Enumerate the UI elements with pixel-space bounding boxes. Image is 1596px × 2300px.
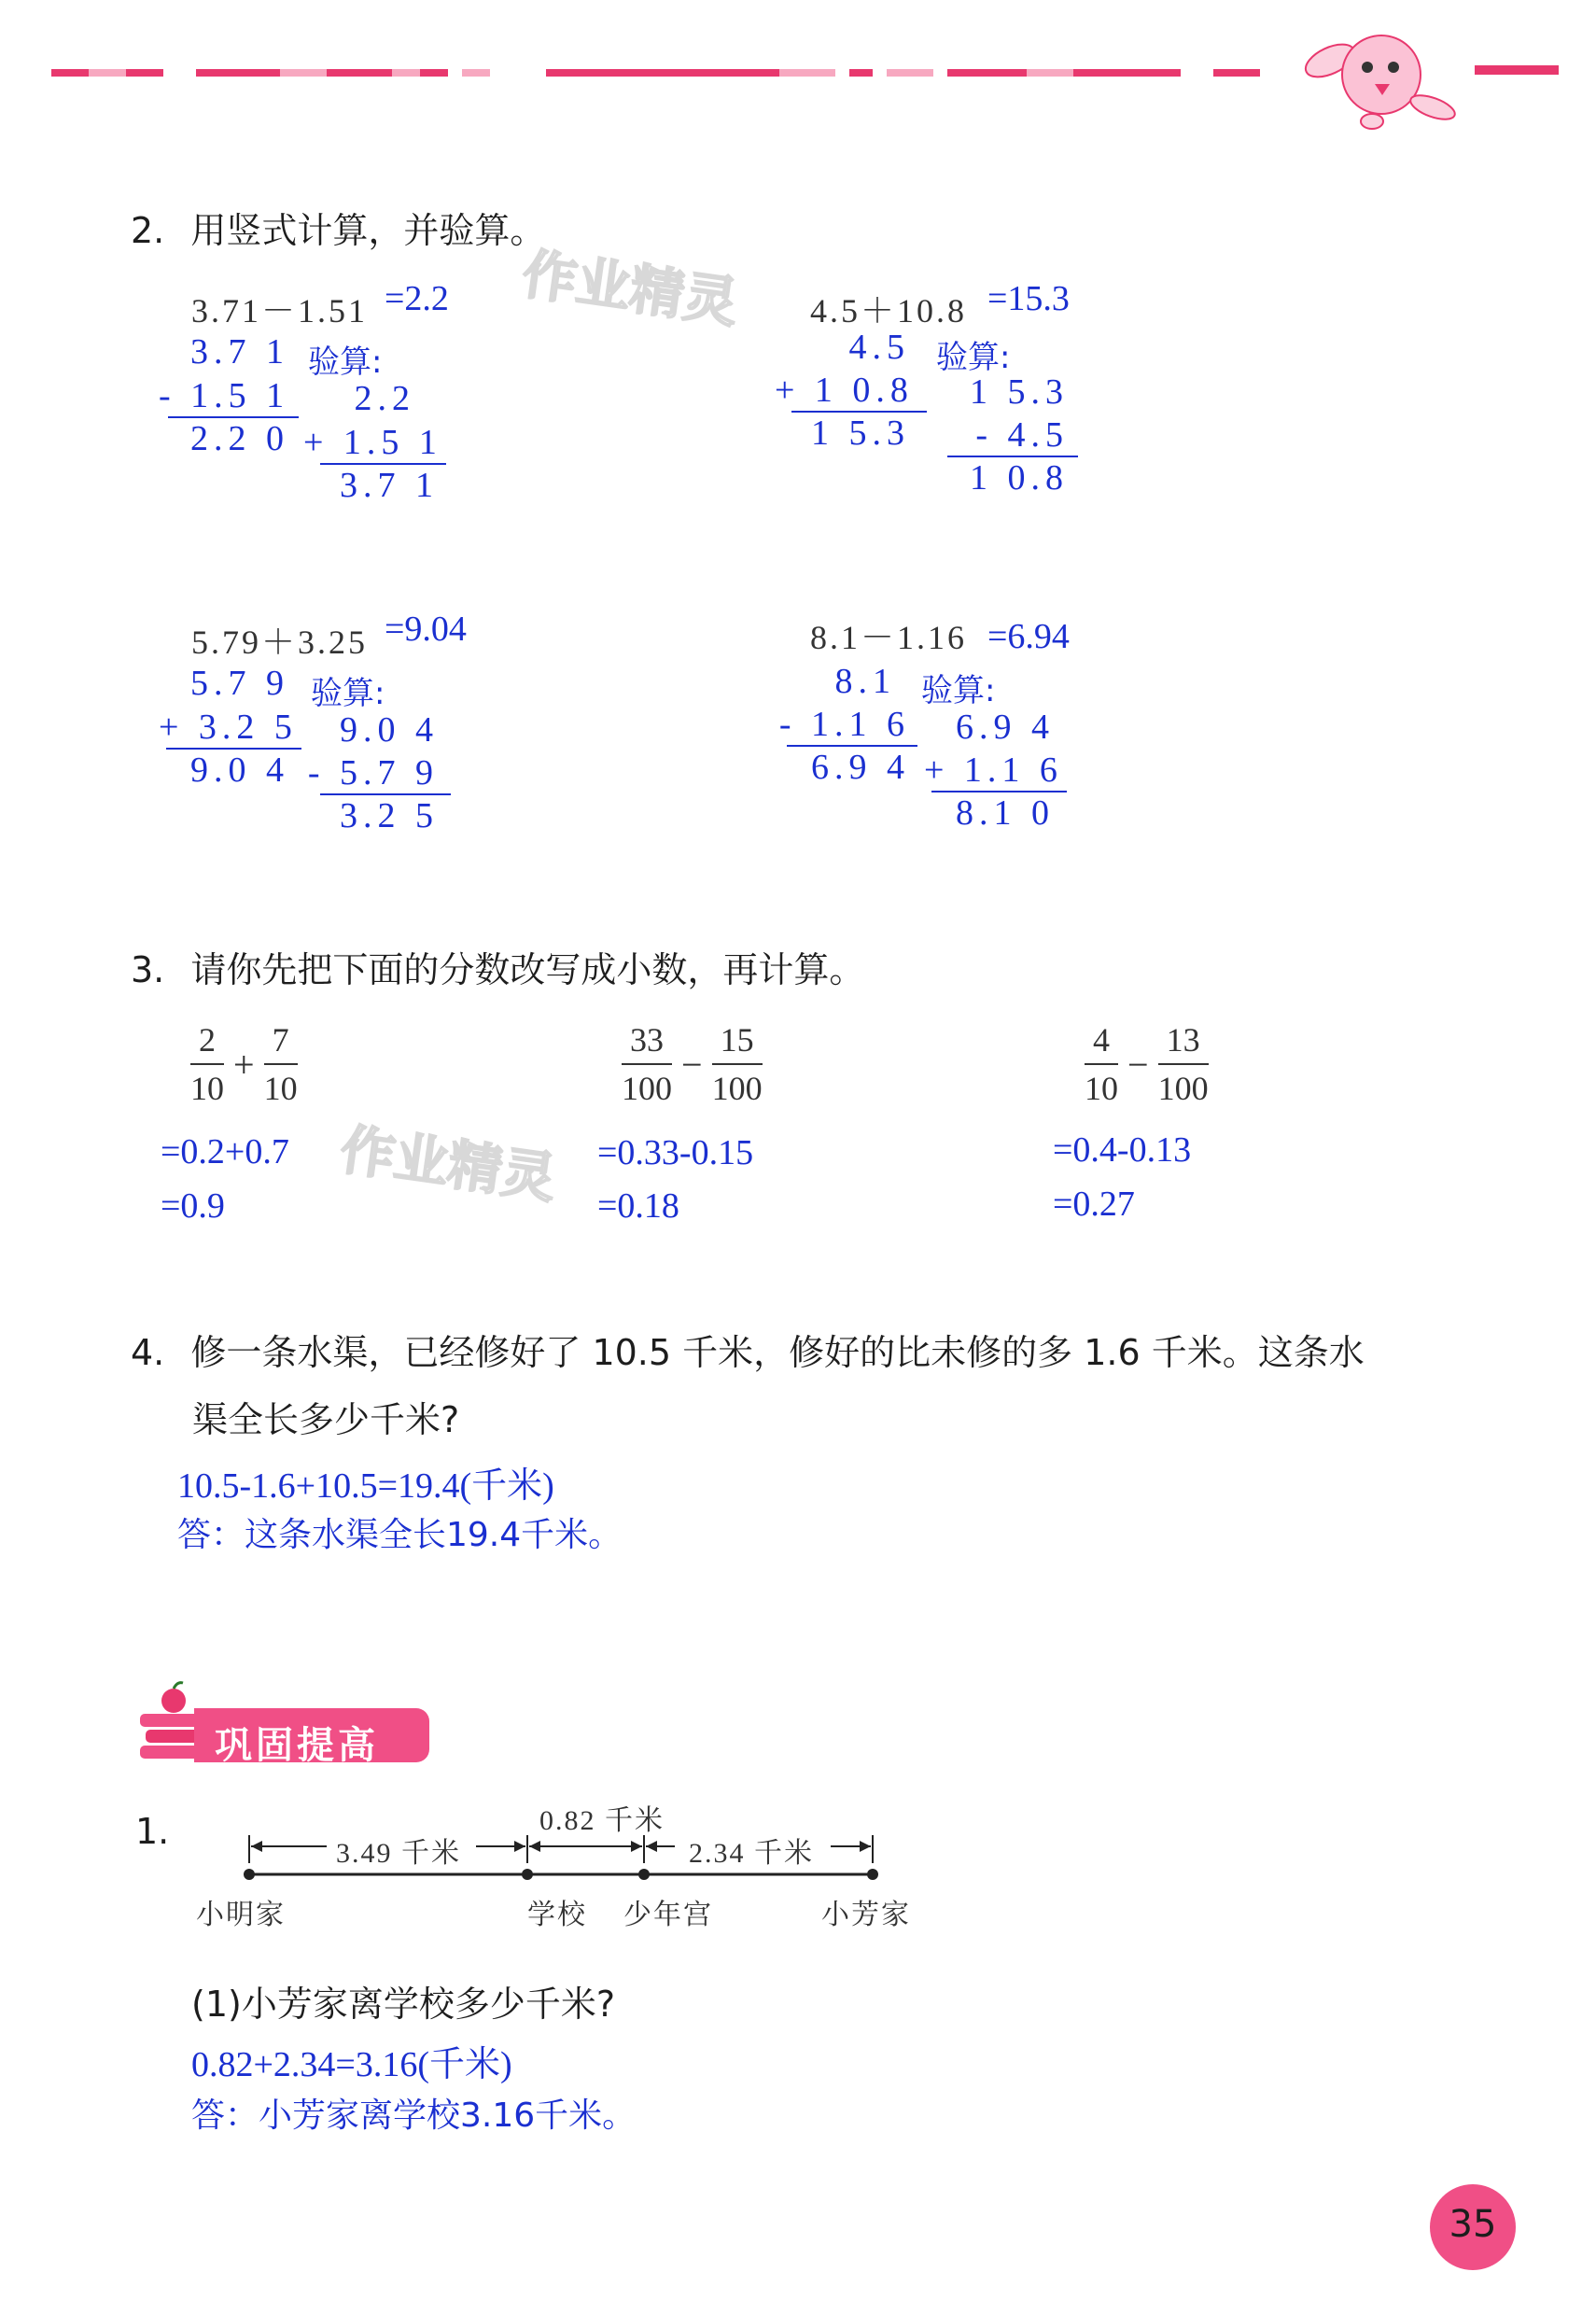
check-line: - 4.5 bbox=[975, 415, 1069, 455]
check-line: - 5.7 9 bbox=[307, 753, 439, 792]
q3-step: =0.4-0.13 bbox=[1053, 1130, 1192, 1170]
q3-number: 3. bbox=[131, 949, 165, 990]
check-line: 3.7 1 bbox=[340, 466, 439, 505]
check-label: 验算: bbox=[308, 344, 383, 381]
q2-expr-1: 3.71－1.51 bbox=[191, 292, 369, 330]
calc-line: + 3.2 5 bbox=[159, 708, 298, 747]
denominator: 10 bbox=[1085, 1070, 1118, 1107]
calc-line: 2.2 0 bbox=[190, 419, 289, 458]
calc-line: 9.0 4 bbox=[190, 750, 289, 790]
q4-heading bbox=[131, 1324, 1365, 1375]
calc-line: - 1.5 1 bbox=[159, 376, 290, 415]
denominator: 100 bbox=[711, 1070, 763, 1107]
calc-line: - 1.1 6 bbox=[778, 705, 910, 744]
check-line: 2.2 bbox=[354, 379, 415, 418]
q2-expr-3: 5.79＋3.25 bbox=[191, 624, 369, 661]
q3-heading bbox=[131, 941, 864, 992]
place-label: 小芳家 bbox=[821, 1899, 911, 1931]
operator: − bbox=[681, 1043, 703, 1086]
s1-number: 1. bbox=[135, 1811, 170, 1852]
check-label: 验算: bbox=[936, 339, 1011, 376]
numerator: 33 bbox=[630, 1021, 664, 1059]
check-label: 验算: bbox=[921, 672, 996, 709]
q4-line2: 渠全长多少千米? bbox=[192, 1399, 460, 1440]
s1-sub1-answer: 答：小芳家离学校3.16千米。 bbox=[191, 2097, 637, 2135]
check-line: 9.0 4 bbox=[340, 710, 439, 750]
q2-title: 用竖式计算，并验算。 bbox=[190, 210, 546, 251]
q2-result-1: =2.2 bbox=[385, 279, 449, 318]
denominator: 10 bbox=[190, 1070, 224, 1107]
calc-line: 3.7 1 bbox=[190, 332, 289, 372]
q2-heading bbox=[131, 202, 545, 253]
denominator: 10 bbox=[263, 1070, 298, 1107]
page-number: 35 bbox=[1449, 2203, 1497, 2246]
check-line: 1 0.8 bbox=[970, 458, 1069, 498]
q2-expr-4: 8.1－1.16 bbox=[810, 619, 968, 656]
numerator: 13 bbox=[1166, 1021, 1200, 1059]
q4-line1: 修一条水渠，已经修好了 10.5 千米，修好的比未修的多 1.6 千米。这条水 bbox=[190, 1332, 1365, 1373]
check-line: + 1.5 1 bbox=[303, 423, 442, 462]
fraction-expression bbox=[618, 1020, 766, 1108]
place-label: 学校 bbox=[527, 1899, 587, 1931]
q3-title: 请你先把下面的分数改写成小数，再计算。 bbox=[190, 949, 865, 990]
check-line: 1 5.3 bbox=[970, 372, 1069, 412]
denominator: 100 bbox=[1157, 1070, 1209, 1107]
page-number-badge bbox=[1430, 2184, 1516, 2270]
q2-result-3: =9.04 bbox=[385, 610, 467, 649]
q4-number: 4. bbox=[131, 1332, 165, 1373]
segment-label-2: 0.82 千米 bbox=[539, 1805, 665, 1836]
point-youth-palace bbox=[638, 1869, 650, 1880]
watermark: 作业精灵 bbox=[518, 242, 742, 335]
check-line: 8.1 0 bbox=[956, 793, 1055, 833]
q4-formula: 10.5-1.6+10.5=19.4(千米) bbox=[177, 1466, 554, 1506]
numerator: 7 bbox=[272, 1021, 289, 1059]
calc-line: 6.9 4 bbox=[811, 748, 910, 787]
denominator: 100 bbox=[622, 1070, 672, 1107]
point-school bbox=[522, 1869, 533, 1880]
s1-sub1-question: (1)小芳家离学校多少千米? bbox=[191, 1984, 615, 2025]
operator: + bbox=[233, 1043, 255, 1086]
check-line: 3.2 5 bbox=[340, 796, 439, 835]
bird-icon bbox=[1302, 19, 1461, 140]
check-line: 6.9 4 bbox=[956, 708, 1055, 747]
q2-result-2: =15.3 bbox=[987, 279, 1070, 318]
q3-step: =0.2+0.7 bbox=[161, 1132, 289, 1171]
s1-sub1-formula: 0.82+2.34=3.16(千米) bbox=[191, 2045, 512, 2084]
operator: − bbox=[1127, 1043, 1149, 1086]
section-title: 巩固提高 bbox=[215, 1724, 379, 1767]
section-tag bbox=[138, 1680, 429, 1770]
q2-number: 2. bbox=[131, 210, 165, 251]
q3-step: =0.27 bbox=[1053, 1185, 1135, 1224]
q4-answer: 答：这条水渠全长19.4千米。 bbox=[177, 1516, 623, 1554]
q3-step: =0.18 bbox=[597, 1186, 679, 1226]
calc-line: 5.7 9 bbox=[190, 664, 289, 703]
check-label: 验算: bbox=[311, 675, 385, 712]
check-line: + 1.1 6 bbox=[924, 750, 1063, 790]
segment-label-3: 2.34 千米 bbox=[689, 1838, 814, 1869]
calc-line: 1 5.3 bbox=[811, 414, 910, 453]
q3-step: =0.33-0.15 bbox=[597, 1133, 754, 1172]
point-xiaofang bbox=[867, 1869, 878, 1880]
numerator: 15 bbox=[720, 1021, 754, 1059]
numerator: 4 bbox=[1093, 1021, 1110, 1059]
q2-result-4: =6.94 bbox=[987, 617, 1070, 656]
point-xiaoming bbox=[244, 1869, 255, 1880]
place-label: 少年宫 bbox=[623, 1899, 713, 1931]
place-label: 小明家 bbox=[196, 1899, 286, 1931]
watermark: 作业精灵 bbox=[336, 1117, 560, 1211]
calc-line: + 1 0.8 bbox=[775, 371, 914, 410]
calc-line: 8.1 bbox=[834, 662, 896, 701]
segment-label-1: 3.49 千米 bbox=[336, 1838, 461, 1869]
calc-line: 4.5 bbox=[848, 328, 910, 367]
q3-step: =0.9 bbox=[161, 1186, 225, 1226]
q2-expr-2: 4.5＋10.8 bbox=[810, 292, 968, 330]
numerator: 2 bbox=[199, 1021, 216, 1059]
fraction-expression bbox=[1081, 1020, 1212, 1108]
fraction-expression bbox=[187, 1020, 301, 1108]
